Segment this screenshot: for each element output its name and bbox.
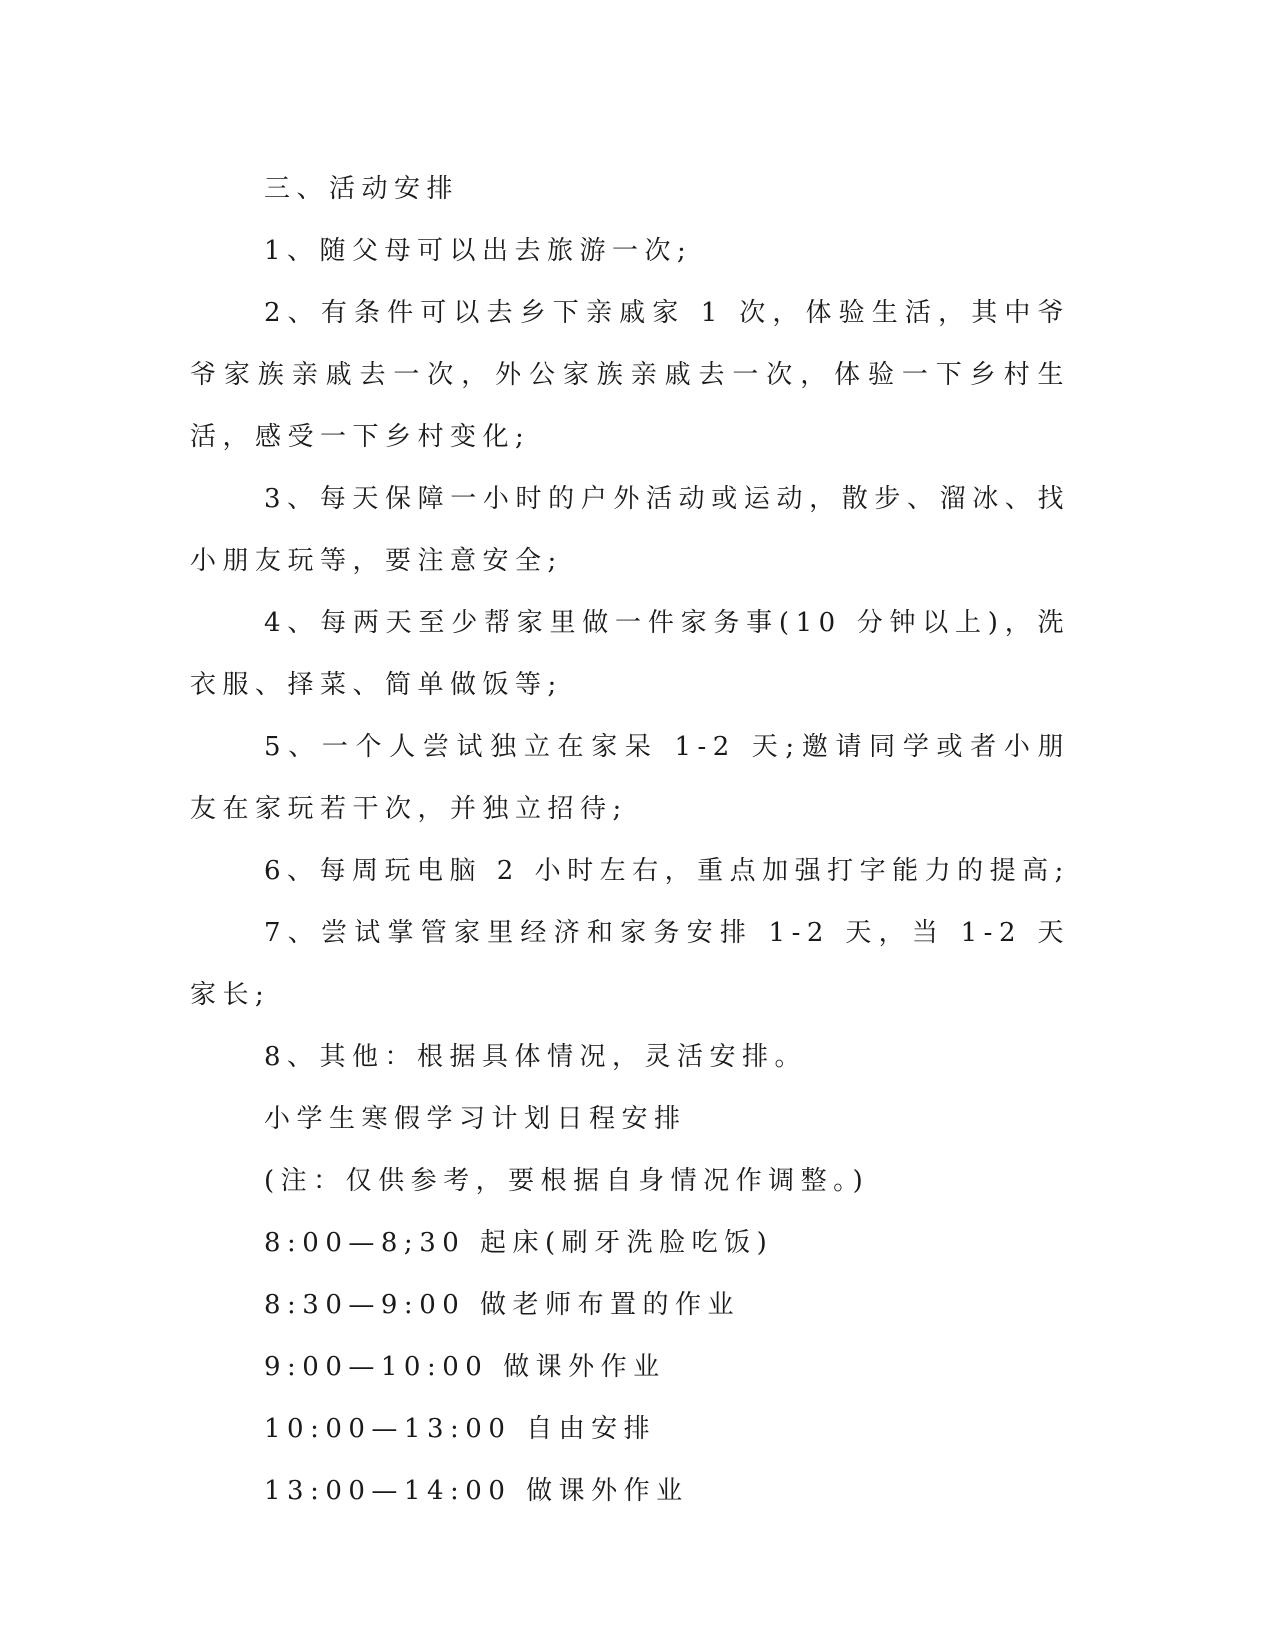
- document-body: [190, 158, 1070, 1522]
- section-heading: 三、活动安排: [264, 174, 460, 204]
- list-item: 8、其他：根据具体情况，灵活安排。: [264, 1042, 808, 1072]
- schedule-entry: 8:30—9:00 做老师布置的作业: [264, 1290, 741, 1320]
- list-item: 6、每周玩电脑 2 小时左右，重点加强打字能力的提高;: [264, 856, 1070, 886]
- schedule-entry: 10:00—13:00 自由安排: [264, 1414, 657, 1444]
- schedule-note: (注：仅供参考，要根据自身情况作调整。): [264, 1166, 870, 1196]
- list-item: 1、随父母可以出去旅游一次;: [264, 236, 693, 266]
- list-item: 5、一个人尝试独立在家呆 1-2 天;邀请同学或者小朋友在家玩若干次，并独立招待;: [190, 732, 1070, 824]
- schedule-entry: 8:00—8;30 起床(刷牙洗脸吃饭): [264, 1228, 774, 1258]
- list-item: 2、有条件可以去乡下亲戚家 1 次，体验生活，其中爷爷家族亲戚去一次，外公家族亲戚去一次，体验一下乡村生活，感受一下乡村变化;: [190, 298, 1070, 452]
- list-item: 3、每天保障一小时的户外活动或运动，散步、溜冰、找小朋友玩等，要注意安全;: [190, 484, 1070, 576]
- schedule-entry: 13:00—14:00 做课外作业: [264, 1476, 689, 1506]
- schedule-entry: 9:00—10:00 做课外作业: [264, 1352, 666, 1382]
- list-item: 4、每两天至少帮家里做一件家务事(10 分钟以上)，洗衣服、择菜、简单做饭等;: [190, 608, 1070, 700]
- list-item: 7、尝试掌管家里经济和家务安排 1-2 天，当 1-2 天家长;: [190, 918, 1070, 1010]
- schedule-title: 小学生寒假学习计划日程安排: [264, 1104, 687, 1134]
